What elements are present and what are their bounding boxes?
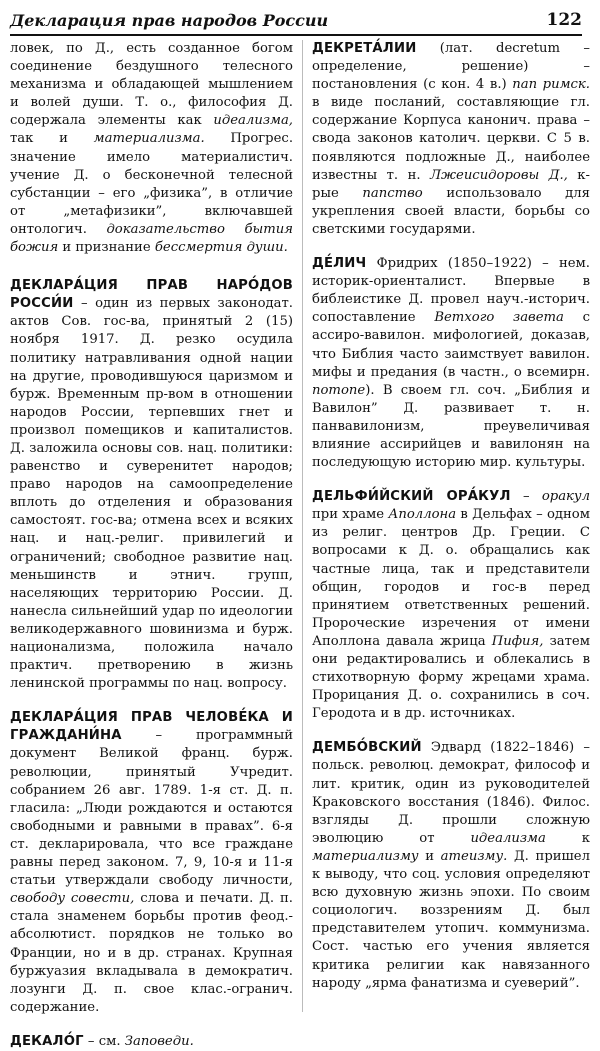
entry-declaration-man: ДЕКЛАРА́ЦИЯ ПРАВ ЧЕЛОВЕ́КА И ГРАЖДАНИ́НА – программный документ Великой франц. бурж. революции, принятый Учредит. собранием 26 авг. 1789. 1-я ст. Д. п. гласила: „Люди рождаются и остаются свободными и равными в правах”. 6-я ст. декларировала, что все граждане равны перед законом. 7, 9, 10-я и 11-я статьи утверждали свободу личности, свободу совести, слова и печати. Д. п. стала знаменем борьбы против феод.-абсолютист. порядков не только во Франции, но и в др. странах. Крупная буржуазия вкладывала в демократич. лозунги Д. п. свое клас.-огранич. содержание. bbox=[10, 710, 293, 1015]
entry-delphic-oracle: ДЕЛЬФИ́ЙСКИЙ ОРА́КУЛ – оракул при храме Аполлона в Дельфах – одном из религ. центров Др. Греции. С вопросами к Д. о. обращались как частные лица, так и представители общин, городов и гос-в перед принятием ответственных решений. Пророческие изречения от имени Аполлона давала жрица Пифия, затем они редактировались и облекались в стихотворную форму жрецами храма. Прорицания Д. о. сохранились в соч. Геродота и в др. источниках. bbox=[312, 489, 590, 722]
entry-title: ДЕКРЕТА́ЛИИ bbox=[312, 41, 417, 56]
entry-title: ДЕКЛАРА́ЦИЯ ПРАВ ЧЕЛОВЕ́КА И ГРАЖДАНИ́НА bbox=[10, 710, 293, 744]
left-column bbox=[10, 40, 294, 1049]
entry-dembowski: ДЕМБО́ВСКИЙ Эдвард (1822–1846) – польск. революц. демократ, философ и лит. критик, один из руководителей Краковского восстания (1846). Филос. взгляды Д. прошли сложную эволюцию от идеализма к материализму и атеизму. Д. пришел к выводу, что соц. условия определяют всю духовную жизнь эпохи. По своим социологич. воззрениям Д. был представителем утопич. коммунизма. Сост. частью его учения является критика религии как навязанного народу „ярма фанатизма и суеверий”. bbox=[312, 740, 591, 991]
entry-delitzsch: ДЕ́ЛИЧ Фридрих (1850–1922) – нем. историк-ориенталист. Впервые в библеистике Д. провел науч.-историч. сопоставление Ветхого завета с ассиро-вавилон. мифологией, доказав, что Библия часто заимствует вавилон. мифы и предания (в частн., о всемирн. потопе). В своем гл. соч. „Библия и Вавилон” Д. развивает т. н. панвавилонизм, преувеличивая влияние ассирийцев и вавилонян на последующую историю мир. культуры. bbox=[312, 256, 591, 471]
entry-decalogue: ДЕКАЛО́Г – см. Заповеди. bbox=[10, 1033, 194, 1049]
entry-title: ДЕКЛАРА́ЦИЯ ПРАВ НАРО́ДОВ РОССИ́И bbox=[10, 278, 293, 312]
entry-title: ДЕКАЛО́Г bbox=[10, 1033, 84, 1049]
page-number: 122 bbox=[546, 10, 582, 30]
entry-declaration-nations: ДЕКЛАРА́ЦИЯ ПРАВ НАРО́ДОВ РОССИ́И – один из первых законодат. актов Сов. гос-ва, принятый 2 (15) ноября 1917. Д. резко осудила политику натравливания одной нации на другие, проводившуюся царизмом и бурж. Временным пр-вом в отношении народов России, терпевших гнет и произвол помещиков и капиталистов. Д. заложила основы сов. нац. политики: равенство и суверенитет народов; право народов на самоопределение вплоть до отделения и образования самостоят. гос-ва; отмена всех и всяких нац. и нац.-религ. привилегий и ограничений; свободное развитие нац. меньшинств и этнич. групп, населяющих территорию России. Д. нанесла сильнейший удар по идеологии великодержавного шовинизма и бурж. национализма, положила начало практич. претворению в жизнь ленинской программы по нац. вопросу. bbox=[10, 278, 293, 692]
continuation-paragraph: ловек, по Д., есть созданное богом соединение бездушного телесного механизма и обладающей мышлением и волей души. Т. о., философия Д. содержала элементы как идеализма, так и материализма. Прогрес. значение имело материалистич. учение Д. о бесконечной телесной субстанции – его „физика”, в отличие от „метафизики”, включавшей онтологич. доказательство бытия божия и признание бессмертия души. bbox=[10, 41, 294, 256]
page-header bbox=[10, 4, 582, 36]
entry-title: ДЕ́ЛИЧ bbox=[312, 256, 367, 272]
entry-title: ДЕМБО́ВСКИЙ bbox=[312, 740, 422, 756]
right-column bbox=[312, 40, 590, 1016]
cross-reference-link: Заповеди. bbox=[124, 1033, 194, 1049]
entry-title: ДЕЛЬФИ́ЙСКИЙ ОРА́КУЛ bbox=[312, 489, 511, 505]
entry-decretals: ДЕКРЕТА́ЛИИ (лат. decretum – определение, решение) – постановления (с кон. 4 в.) пап римск. в виде посланий, составляющие гл. содержание Корпуса канонич. права – свода законов католич. церкви. С 5 в. появляются подложные Д., наиболее известны т. н. Лжеисидоровы Д., к-рые папство использовало для укрепления своей власти, борьбы со светскими государями. bbox=[312, 41, 590, 237]
running-title: Декларация прав народов России bbox=[10, 11, 329, 30]
column-divider bbox=[302, 40, 303, 1012]
